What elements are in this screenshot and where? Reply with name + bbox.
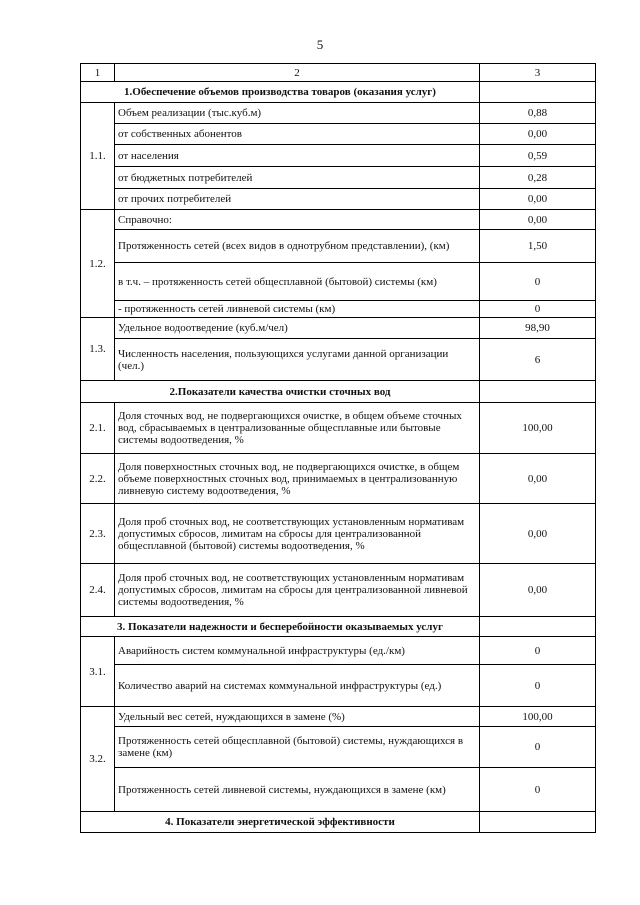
row-label: Удельный вес сетей, нуждающихся в замене (%) [115,707,480,727]
row-label: Протяженность сетей общесплавной (бытовой) системы, нуждающихся в замене (км) [115,727,480,768]
page-number: 5 [316,37,324,52]
table-row [81,210,596,230]
row-label: в т.ч. – протяженность сетей общесплавной (бытовой) системы (км) [115,263,480,301]
row-value: 0,59 [480,145,596,167]
row-label: Протяженность сетей (всех видов в однотрубном представлении), (км) [115,230,480,263]
row-number: 3.1. [81,637,115,707]
row-label: от прочих потребителей [115,189,480,210]
row-value: 1,50 [480,230,596,263]
row-label: - протяженность сетей ливневой системы (км) [115,301,480,318]
row-number: 2.4. [81,564,115,617]
row-label: от населения [115,145,480,167]
table-row [81,707,596,727]
row-number: 1.3. [81,318,115,381]
section-title: 4. Показатели энергетической эффективности [81,812,480,833]
row-value: 0,00 [480,564,596,617]
table-row [81,504,596,564]
row-number: 1.2. [81,210,115,318]
table-row [81,454,596,504]
row-value: 0 [480,301,596,318]
row-value: 0 [480,768,596,812]
row-value: 0 [480,665,596,707]
row-value: 0,00 [480,454,596,504]
row-value: 0,00 [480,504,596,564]
table-row [81,189,596,210]
row-value: 100,00 [480,403,596,454]
section-title: 3. Показатели надежности и бесперебойности оказываемых услуг [81,617,480,637]
indicators-table [80,63,596,833]
table-row [81,263,596,301]
table-row [81,124,596,145]
row-label: Аварийность систем коммунальной инфраструктуры (ед./км) [115,637,480,665]
section-row [81,812,596,833]
row-value: 0,00 [480,124,596,145]
row-label: Справочно: [115,210,480,230]
header-col-3: 3 [480,64,596,82]
table-row [81,727,596,768]
row-label: от бюджетных потребителей [115,167,480,189]
row-label: Доля поверхностных сточных вод, не подвергающихся очистке, в общем объеме поверхностных сточных вод, принимаемых в централизованную ливневую систему водоотведения, % [115,454,480,504]
row-value: 0,00 [480,189,596,210]
row-label: Доля сточных вод, не подвергающихся очистке, в общем объеме сточных вод, сбрасываемых в централизованные общесплавные или бытовые системы водоотведения, % [115,403,480,454]
row-value: 0 [480,263,596,301]
row-value: 98,90 [480,318,596,339]
table-row [81,564,596,617]
section-title: 1.Обеспечение объемов производства товаров (оказания услуг) [81,82,480,103]
row-label: Доля проб сточных вод, не соответствующих установленным нормативам допустимых сбросов, лимитам на сбросы для централизованной общесплавной (бытовой) системы водоотведения, % [115,504,480,564]
row-number: 3.2. [81,707,115,812]
row-label: Количество аварий на системах коммунальной инфраструктуры (ед.) [115,665,480,707]
table-row [81,768,596,812]
row-label: Доля проб сточных вод, не соответствующих установленным нормативам допустимых сбросов, лимитам на сбросы для централизованной ливневой системы водоотведения, % [115,564,480,617]
section-row [81,381,596,403]
table-row [81,230,596,263]
table-row [81,637,596,665]
table-row [81,145,596,167]
row-number: 2.2. [81,454,115,504]
row-label: Удельное водоотведение (куб.м/чел) [115,318,480,339]
table-row [81,665,596,707]
row-number: 2.3. [81,504,115,564]
row-number: 2.1. [81,403,115,454]
table-row [81,301,596,318]
header-row [81,64,596,82]
table-row [81,103,596,124]
section-row [81,617,596,637]
row-number: 1.1. [81,103,115,210]
section-title: 2.Показатели качества очистки сточных вод [81,381,480,403]
row-value: 6 [480,339,596,381]
row-value: 100,00 [480,707,596,727]
row-label: от собственных абонентов [115,124,480,145]
header-col-2: 2 [115,64,480,82]
row-label: Объем реализации (тыс.куб.м) [115,103,480,124]
section-row [81,82,596,103]
table-row [81,318,596,339]
table-row [81,167,596,189]
row-value: 0,00 [480,210,596,230]
table-row [81,339,596,381]
row-value: 0 [480,637,596,665]
row-label: Численность населения, пользующихся услугами данной организации (чел.) [115,339,480,381]
row-value: 0,28 [480,167,596,189]
row-label: Протяженность сетей ливневой системы, нуждающихся в замене (км) [115,768,480,812]
row-value: 0 [480,727,596,768]
row-value: 0,88 [480,103,596,124]
table-row [81,403,596,454]
header-col-1: 1 [81,64,115,82]
